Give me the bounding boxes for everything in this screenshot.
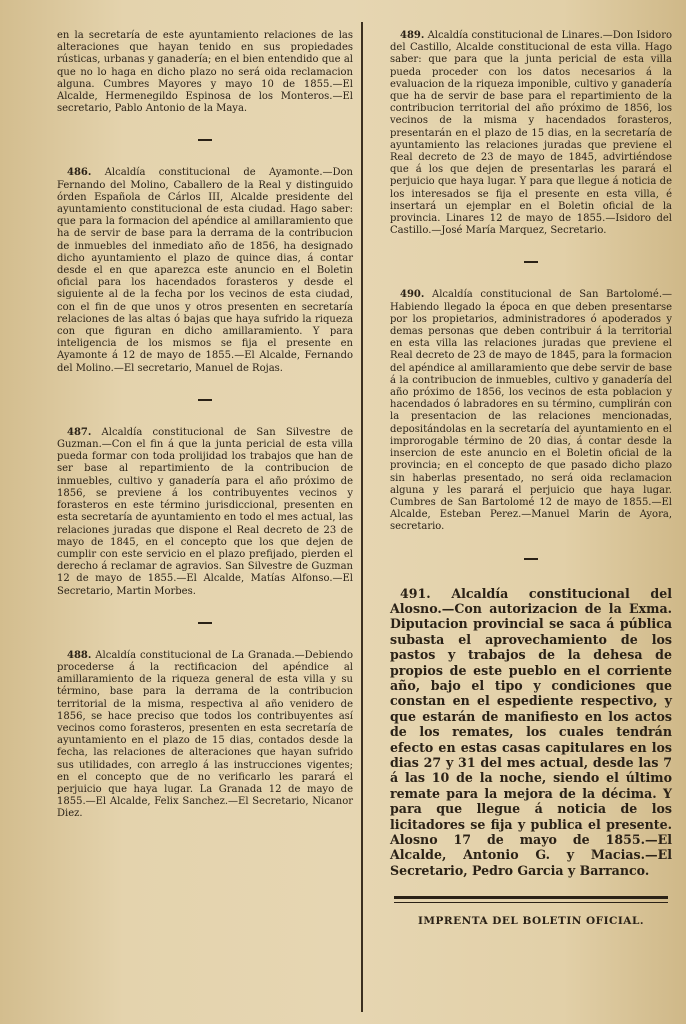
notice-text: Alcaldía constitucional de Linares.—Don Isidoro del Castillo, Alcalde constitucional de esta villa. Hago saber: que para que la junta pericial de esta villa pueda proceder con los datos necesarios á la evaluacion de la riqueza imponible, cultivo y ganadería que ha de servir de base para el repartimiento de la contribucion territorial del año próximo de 1856, los vecinos de la misma y hacendados forasteros, presentarán en el plazo de 15 dias, en la secretaría de ayuntamiento las relaciones juradas que previene el Real decreto de 23 de mayo de 1845, advirtiéndose que á los que dejen de presentarlas les parará el perjuicio que haya lugar. Y para que llegue á noticia de los interesados se fija el presente en esta villa, é insertará un ejemplar en el Boletin oficial de la provincia. Linares 12 de mayo de 1855.—Isidoro del Castillo.—José María Marquez, Secretario. <box>390 30 672 237</box>
notice-number: 488. <box>67 649 92 661</box>
notice-488 <box>57 650 353 821</box>
notice-text: Alcaldía constitucional de San Silvestre de Guzman.—Con el fin á que la junta pericial de esta villa pueda formar con toda prolijidad los trabajos que han de ser base al repartimiento de la contribucion de inmuebles, cultivo y ganadería para el año próximo de 1856, se previene á los contribuyentes vecinos y forasteros en este término jurisdiccional, presenten en esta secretaría de ayuntamiento en todo el mes actual, las relaciones juradas que dispone el Real decreto de 23 de mayo de 1845, en el concepto que los que dejen de cumplir con este servicio en el plazo prefijado, pierden el derecho á reclamar de agravios. San Silvestre de Guzman 12 de mayo de 1855.—El Alcalde, Matías Alfonso.—El Secretario, Martin Morbes. <box>57 426 354 597</box>
notice-490 <box>390 289 672 533</box>
notice-number: 489. <box>400 30 425 41</box>
notice-continuation <box>57 30 353 115</box>
separator <box>524 558 538 560</box>
notice-number: 487. <box>67 426 92 438</box>
separator <box>524 261 538 263</box>
notice-text: Alcaldía constitucional de Ayamonte.—Don Fernando del Molino, Caballero de la Real y distinguido órden Española de Cárlos III, Alcalde presidente del ayuntamiento constitucional de esta ciudad. Hago saber: que para la formacion del apéndice al amillaramiento que ha de servir de base para la derrama de la contribucion de inmuebles del inmediato año de 1856, ha designado dicho ayuntamiento el plazo de quince dias, á contar desde el en que aparezca este anuncio en el Boletin oficial para los hacendados forasteros y desde el siguiente al de la fecha por los vecinos de esta ciudad, con el fin de que unos y otros presenten en secretaría relaciones de las altas ó bajas que haya sufrido la riqueza con que figuran en dicho amillaramiento. Y para inteligencia de los mismos se fija el presente en Ayamonte á 12 de mayo de 1855.—El Alcalde, Fernando del Molino.—El secretario, Manuel de Rojas. <box>57 167 353 374</box>
imprint-line: IMPRENTA DEL BOLETIN OFICIAL. <box>418 915 644 928</box>
notice-487 <box>57 427 353 598</box>
notice-number: 490. <box>400 289 425 301</box>
separator <box>198 622 212 624</box>
notice-text: Alcaldía constitucional de San Bartolomé.—Habiendo llegado la época en que deben presentarse por los propietarios, administradores ó apoderados y demas personas que deben contribuir á la territorial en esta villa las relaciones juradas que previene el Real decreto de 23 de mayo de 1845, para la formacion del apéndice al amillaramiento que debe servir de base á la contribucion de inmuebles, cultivo y ganadería del año próximo de 1856, los vecinos de esta poblacion y hacendados ó labradores en su término, cumplirán con la presentacion de las relaciones mencionadas, depositándolas en la secretaría del ayuntamiento en el improrogable término de 20 dias, á contar desde la insercion de este anuncio en el Boletin oficial de la provincia; en el concepto de que pasado dicho plazo sin haberlas presentado, no será oida reclamacion alguna y les parará el perjuicio que haya lugar. Cumbres de San Bartolomé 12 de mayo de 1855.—El Alcalde, Esteban Perez.—Manuel Marin de Ayora, secretario. <box>390 289 672 533</box>
notice-486 <box>57 167 353 374</box>
left-column <box>57 30 353 821</box>
separator <box>198 139 212 141</box>
notice-number: 486. <box>67 167 92 179</box>
notice-491 <box>390 586 672 879</box>
bottom-thin-rule <box>394 902 668 903</box>
notice-489 <box>390 30 672 237</box>
right-column <box>390 30 672 927</box>
notice-text: Alcaldía constitucional del Alosno.—Con autorizacion de la Exma. Diputacion provincial se saca á pública subasta el aprovechamiento de los pastos y trabajos de la dehesa de propios de este pueblo en el corriente año, bajo el tipo y condiciones que constan en el espediente respectivo, y que estarán de manifiesto en los actos de los remates, los cuales tendrán efecto en estas casas capitulares en los dias 27 y 31 del mes actual, desde las 7 á las 10 de la noche, siendo el último remate para la mejora de la décima. Y para que llegue á noticia de los licitadores se fija y publica el presente. Alosno 17 de mayo de 1855.—El Alcalde, Antonio G. y Macias.—El Secretario, Pedro Garcia y Barranco. <box>390 585 672 878</box>
separator <box>198 399 212 401</box>
notice-number: 491. <box>400 585 431 601</box>
bottom-thick-rule <box>394 896 668 899</box>
column-divider <box>361 22 363 1012</box>
notice-text: Alcaldía constitucional de La Granada.—Debiendo procederse á la rectificacion del apéndice al amillaramiento de la riqueza general de esta villa y su término, base para la derrama de la contribucion territorial de la misma, respectiva al año venidero de 1856, se hace preciso que todos los contribuyentes así vecinos como forasteros, presenten en esta secretaría de ayuntamiento en el plazo de 15 dias, contados desde la fecha, las relaciones de alteraciones que hayan sufrido sus utilidades, con arreglo á las instrucciones vigentes; en el concepto que de no verificarlo les parará el perjuicio que haya lugar. La Granada 12 de mayo de 1855.—El Alcalde, Felix Sanchez.—El Secretario, Nicanor Diez. <box>57 649 353 820</box>
notice-text: en la secretaría de este ayuntamiento relaciones de las alteraciones que hayan tenido en sus propiedades rústicas, urbanas y ganadería; en el bien entendido que al que no lo haga en dicho plazo no será oida reclamacion alguna. Cumbres Mayores y mayo 10 de 1855.—El Alcalde, Hermenegildo Espinosa de los Monteros.—El secretario, Pablo Antonio de la Maya. <box>57 30 353 115</box>
